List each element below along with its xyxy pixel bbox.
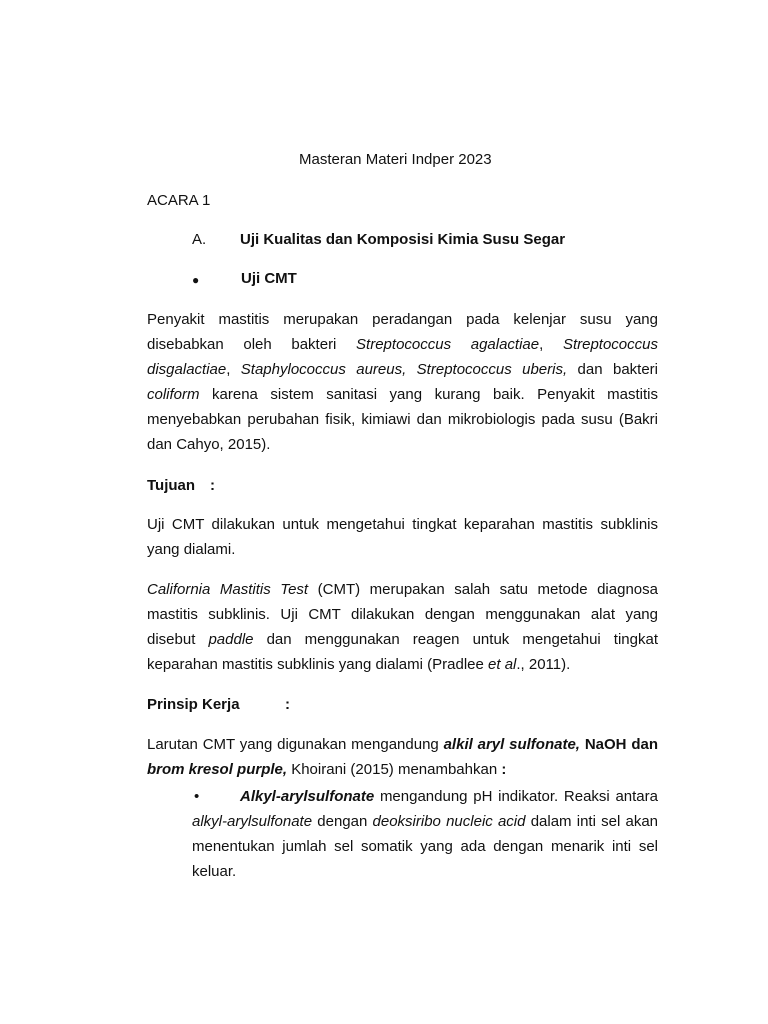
para1-line4: coliform karena sistem sanitasi yang kurang baik. Penyakit mastitis	[147, 386, 658, 403]
prinsip-colon: :	[285, 696, 290, 713]
acara-heading: ACARA 1	[147, 192, 211, 209]
para1-line3: disgalactiae, Staphylococcus aureus, Streptococcus uberis, dan bakteri	[147, 361, 658, 378]
para4-line2: brom kresol purple, Khoirani (2015) menambahkan :	[147, 761, 507, 778]
para2-line2: yang dialami.	[147, 541, 236, 558]
bacteria-name: Staphylococcus aureus, Streptococcus uberis,	[240, 361, 568, 378]
document-title: Masteran Materi Indper 2023	[299, 151, 492, 168]
uji-cmt-bullet: ●	[192, 273, 200, 287]
para2-line1: Uji CMT dilakukan untuk mengetahui tingkat keparahan mastitis subklinis	[147, 516, 658, 533]
bullet-line4: keluar.	[192, 863, 237, 880]
uji-cmt-heading: Uji CMT	[241, 270, 297, 287]
tujuan-colon: :	[210, 477, 215, 494]
list-bullet: •	[194, 788, 200, 805]
bacteria-name: disgalactiae	[147, 361, 227, 378]
para1-line2: disebabkan oleh bakteri Streptococcus agalactiae, Streptococcus	[147, 336, 658, 353]
tujuan-label: Tujuan	[147, 477, 196, 494]
bullet-line2: alkyl-arylsulfonate dengan deoksiribo nucleic acid dalam inti sel akan	[192, 813, 659, 830]
bacteria-name: coliform	[147, 386, 200, 403]
para1-line5: menyebabkan perubahan fisik, kimiawi dan mikrobiologis pada susu (Bakri	[147, 411, 658, 428]
bacteria-name: Streptococcus agalactiae	[356, 336, 540, 353]
para4-line1: Larutan CMT yang digunakan mengandung alkil aryl sulfonate, NaOH dan	[147, 736, 658, 753]
para1-line6: dan Cahyo, 2015).	[147, 436, 271, 453]
para3-line1: California Mastitis Test (CMT) merupakan salah satu metode diagnosa	[147, 581, 658, 598]
bullet-line3: menentukan jumlah sel somatik yang ada dengan menarik inti sel	[192, 838, 658, 855]
para3-line4: keparahan mastitis subklinis yang dialami (Pradlee et al., 2011).	[147, 656, 571, 673]
para1-line1: Penyakit mastitis merupakan peradangan pada kelenjar susu yang	[147, 311, 658, 328]
para3-line3: disebut paddle dan menggunakan reagen untuk mengetahui tingkat	[147, 631, 659, 648]
bullet-line1: Alkyl-arylsulfonate mengandung pH indikator. Reaksi antara	[240, 788, 658, 805]
para3-line2: mastitis subklinis. Uji CMT dilakukan dengan menggunakan alat yang	[147, 606, 658, 623]
prinsip-label: Prinsip Kerja	[147, 696, 240, 713]
section-a-heading: Uji Kualitas dan Komposisi Kimia Susu Segar	[240, 231, 566, 248]
bacteria-name: Streptococcus	[562, 336, 658, 353]
section-a-marker: A.	[192, 231, 207, 248]
